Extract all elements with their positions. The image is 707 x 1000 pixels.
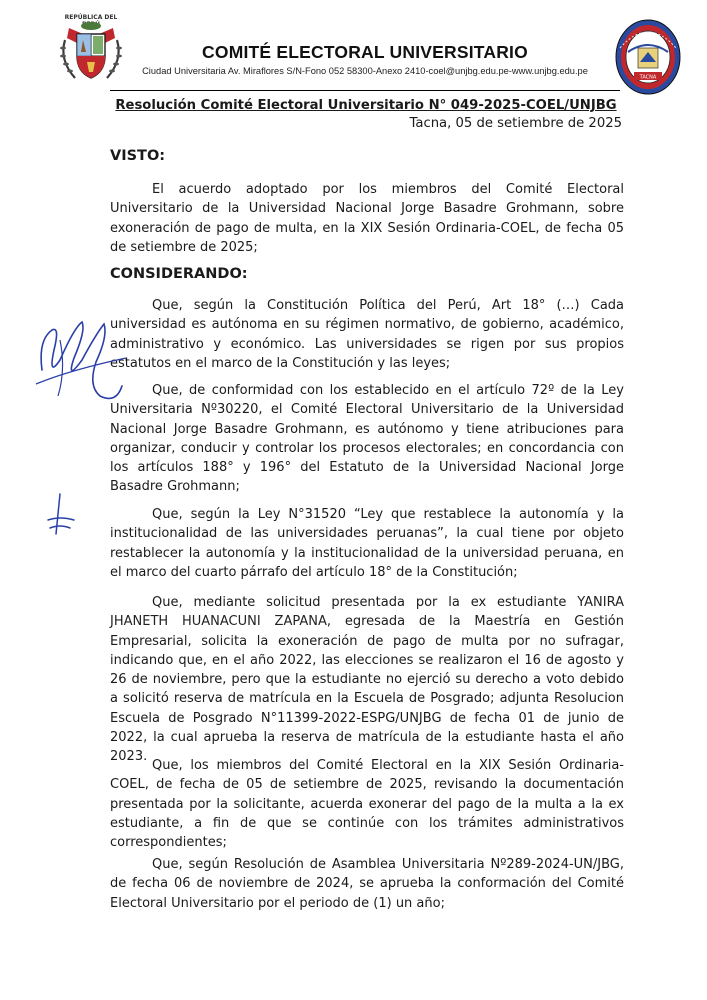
student-name: YANIRA JHANETH HUANACUNI ZAPANA bbox=[110, 595, 624, 630]
organization-name: COMITÉ ELECTORAL UNIVERSITARIO bbox=[202, 42, 528, 62]
considerando-paragraph-6: Que, según Resolución de Asamblea Universitaria Nº289-2024-UN/JBG, de fecha 06 de noviembre de 2024, se aprueba la conformación del Comité Electoral Universitario por el periodo de (1) un año; bbox=[110, 857, 624, 911]
considerando-paragraph-2: Que, de conformidad con los establecido en el artículo 72º de la Ley Universitaria Nº30220, el Comité Electoral Universitario de la Universidad Nacional Jorge Basadre Grohmann, es autónomo y tiene atribuciones para organizar, conducir y controlar los procesos electorales; en concordancia con los artículos 188° y 196° del Estatuto de la Universidad Nacional Jorge Basadre Grohmann; bbox=[110, 383, 624, 495]
considerando-paragraph-4 bbox=[110, 593, 624, 767]
considerando-paragraph-5: Que, los miembros del Comité Electoral en la XIX Sesión Ordinaria-COEL, de fecha de 05 de setiembre de 2025, revisando la documentación presentada por la solicitante, acuerda exonerar del pago de la multa a la ex estudiante, a fin de que se continúe con los trámites administrativos correspondientes; bbox=[110, 758, 624, 851]
paragraph-4-lead: Que, mediante solicitud presentada por la ex estudiante bbox=[152, 595, 578, 610]
considerando-paragraph-3: Que, según la Ley N°31520 “Ley que restablece la autonomía y la institucionalidad de las universidades peruanas”, la cual tiene por objeto restablecer la autonomía y la institucionalidad de la universidad peruana, en el marco del cuarto párrafo del artículo 18° de la Constitución; bbox=[110, 507, 624, 580]
visto-paragraph: El acuerdo adoptado por los miembros del Comité Electoral Universitario de la Universidad Nacional Jorge Basadre Grohmann, sobre exoneración de pago de multa, en la XIX Sesión Ordinaria-COEL, de fecha 05 de setiembre de 2025; bbox=[110, 182, 624, 255]
svg-text:TACNA: TACNA bbox=[639, 74, 657, 81]
considerando-heading: CONSIDERANDO: bbox=[110, 266, 248, 282]
visto-heading: VISTO: bbox=[110, 148, 166, 164]
crest-caption: REPÚBLICA DEL bbox=[64, 14, 118, 21]
considerando-paragraph-1: Que, según la Constitución Política del Perú, Art 18° (…) Cada universidad es autónoma en su régimen normativo, de gobierno, académico, administrativo y económico. Las universidades se rigen por sus propios estatutos en el marco de la Constitución y las leyes; bbox=[110, 298, 624, 371]
handwritten-signature bbox=[30, 300, 130, 420]
paragraph-4-body: , egresada de la Maestría en Gestión Empresarial, solicita la exoneración de pago de multa por no sufragar, indicando que, en el año 2022, las elecciones se realizaron el 16 de agosto y 26 de noviembre, pero que la estudiante no ejerció su derecho a voto debido a solicitó reserva de matrícula en la Escuela de Posgrado; adjunta Resolucion Escuela de Posgrado N°11399-2022-ESPG/UNJBG de fecha 01 de junio de 2022, la cual aprueba la reserva de matrícula de la estudiante hasta el año 2023. bbox=[110, 614, 624, 765]
initials-mark bbox=[40, 490, 80, 540]
organization-address: Ciudad Universitaria Av. Miraflores S/N-Fono 052 58300-Anexo 2410-coel@unjbg.edu.pe-www.unjbg.edu.pe bbox=[142, 66, 588, 76]
resolution-title: Resolución Comité Electoral Universitario N° 049-2025-COEL/UNJBG bbox=[115, 98, 617, 113]
university-seal-icon bbox=[614, 18, 682, 96]
peru-coat-of-arms-icon bbox=[55, 14, 127, 86]
header-divider bbox=[110, 90, 620, 91]
resolution-date: Tacna, 05 de setiembre de 2025 bbox=[409, 116, 622, 131]
